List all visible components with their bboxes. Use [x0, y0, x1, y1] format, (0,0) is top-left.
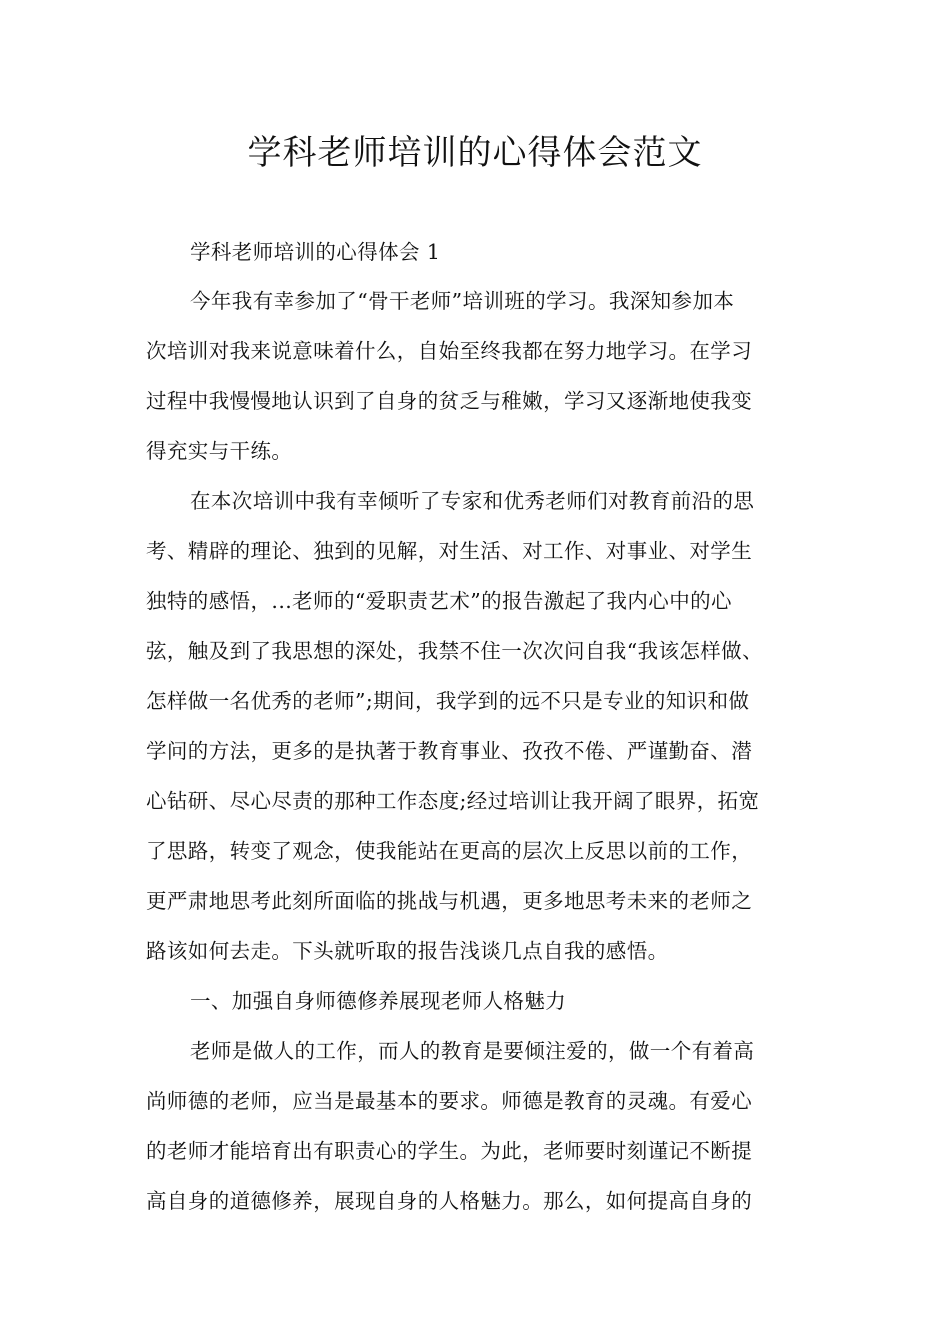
paragraph-line: 弦，触及到了我思想的深处，我禁不住一次次问自我“我该怎样做、 — [146, 639, 763, 663]
paragraph-line: 学问的方法，更多的是执著于教育事业、孜孜不倦、严谨勤奋、潜 — [146, 739, 753, 763]
paragraph-line: 尚师德的老师，应当是最基本的要求。师德是教育的灵魂。有爱心 — [146, 1089, 753, 1113]
paragraph-line: 次培训对我来说意味着什么，自始至终我都在努力地学习。在学习 — [146, 339, 753, 363]
paragraph-line: 过程中我慢慢地认识到了自身的贫乏与稚嫩，学习又逐渐地使我变 — [146, 389, 753, 413]
paragraph-line: 今年我有幸参加了“骨干老师”培训班的学习。我深知参加本 — [190, 289, 735, 313]
paragraph-line: 了思路，转变了观念，使我能站在更高的层次上反思以前的工作， — [146, 839, 753, 863]
paragraph-line: 老师是做人的工作，而人的教育是要倾注爱的，做一个有着高 — [190, 1039, 755, 1063]
paragraph-line: 考、精辟的理论、独到的见解，对生活、对工作、对事业、对学生 — [146, 539, 753, 563]
paragraph-line: 心钻研、尽心尽责的那种工作态度;经过培训让我开阔了眼界，拓宽 — [146, 789, 760, 813]
paragraph-line: 路该如何去走。下头就听取的报告浅谈几点自我的感悟。 — [146, 939, 669, 963]
document-title: 学科老师培训的心得体会范文 — [247, 133, 703, 173]
paragraph-line: 在本次培训中我有幸倾听了专家和优秀老师们对教育前沿的思 — [190, 489, 755, 513]
paragraph-line: 更严肃地思考此刻所面临的挑战与机遇，更多地思考未来的老师之 — [146, 889, 753, 913]
subsection-heading: 一、加强自身师德修养展现老师人格魅力 — [190, 989, 567, 1013]
paragraph-line: 高自身的道德修养，展现自身的人格魅力。那么，如何提高自身的 — [146, 1189, 753, 1213]
section-heading: 学科老师培训的心得体会 1 — [190, 240, 441, 264]
paragraph-line: 的老师才能培育出有职责心的学生。为此，老师要时刻谨记不断提 — [146, 1139, 753, 1163]
paragraph-line: 怎样做一名优秀的老师”;期间，我学到的远不只是专业的知识和做 — [146, 689, 750, 713]
paragraph-line: 独特的感悟，...老师的“爱职责艺术”的报告激起了我内心中的心 — [146, 589, 732, 613]
paragraph-line: 得充实与干练。 — [146, 439, 293, 463]
